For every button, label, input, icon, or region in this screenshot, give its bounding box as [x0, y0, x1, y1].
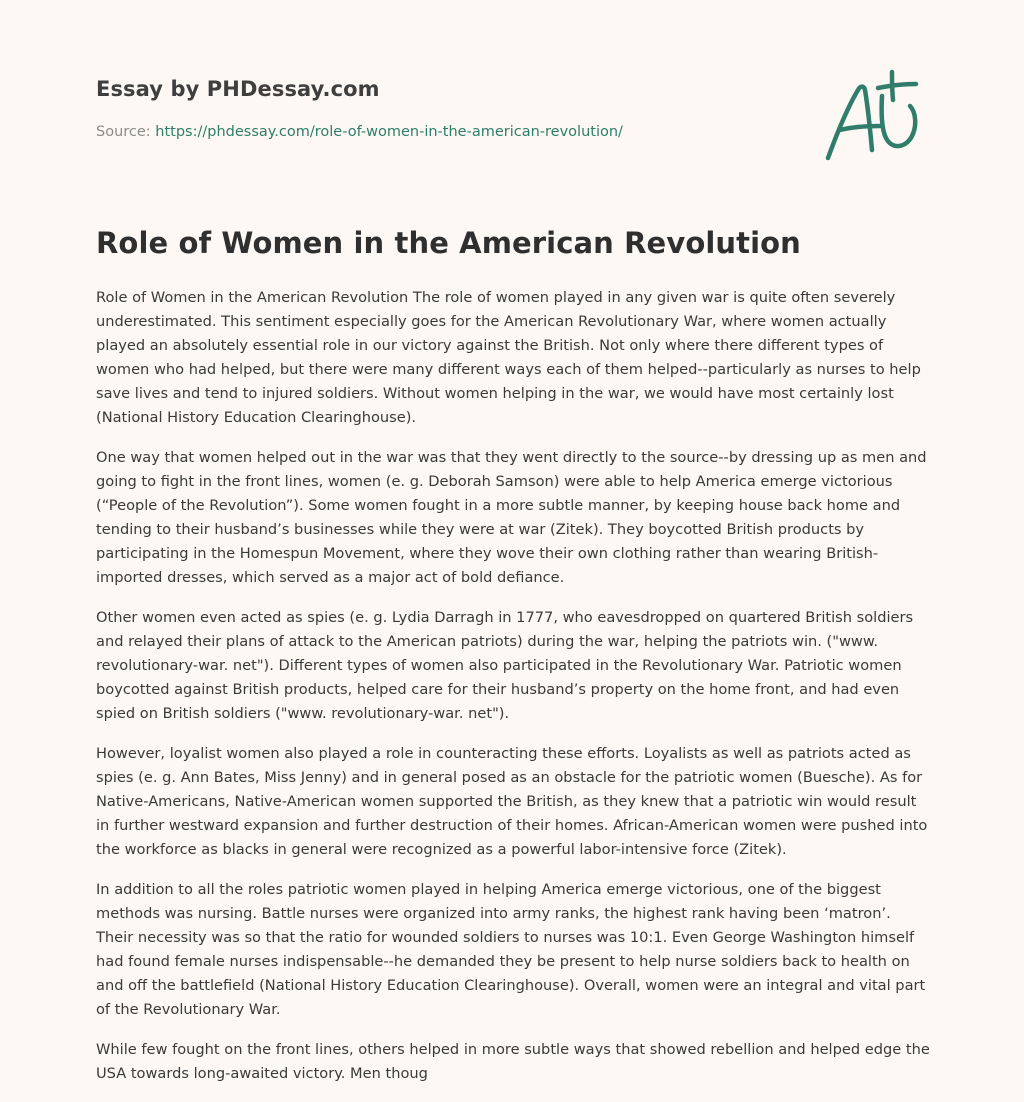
paragraph: However, loyalist women also played a role in counteracting these efforts. Loyalists as well as patriots acted as spies (e. g. Ann Bates, Miss Jenny) and in general posed as an obstacle for the patriotic women (Buesche). As for Native-Americans, Native-American women supported the British, as they knew that a patriotic win would result in further westward expansion and further destruction of their homes. African-American women were pushed into the workforce as blacks in general were recognized as a powerful labor-intensive force (Zitek). [96, 745, 928, 858]
paragraph: Role of Women in the American Revolution The role of women played in any given war is quite often severely underestimated. This sentiment especially goes for the American Revolutionary War, where women actually played an absolutely essential role in our victory against the British. Not only where there different types of women who had helped, but there were many different ways each of them helped--particularly as nurses to help save lives and tend to injured soldiers. Without women helping in the war, we would have most certainly lost (National History Education Clearinghouse). [96, 289, 921, 426]
header [96, 0, 932, 200]
paragraph: In addition to all the roles patriotic women played in helping America emerge victorious, one of the biggest methods was nursing. Battle nurses were organized into army ranks, the highest rank having been ‘matron’. Their necessity was so that the ratio for wounded soldiers to nurses was 10:1. Even George Washington himself had found female nurses indispensable--he demanded they be present to help nurse soldiers back to health on and off the battlefield (National History Education Clearinghouse). Overall, women were an integral and vital part of the Revolutionary War. [96, 881, 926, 1018]
site-title: Essay by PHDessay.com [96, 77, 380, 101]
paragraph: Other women even acted as spies (e. g. Lydia Darragh in 1777, who eavesdropped on quartered British soldiers and relayed their plans of attack to the American patriots) during the war, helping the patriots win. ("www. revolutionary-war. net"). Different types of women also participated in the Revolutionary War. Patriotic women boycotted against British products, helped care for their husband’s property on the home front, and had even spied on British soldiers ("www. revolutionary-war. net"). [96, 609, 914, 722]
essay-body [96, 286, 932, 1102]
paragraph: One way that women helped out in the war was that they went directly to the source--by dressing up as men and going to fight in the front lines, women (e. g. Deborah Samson) were able to help America emerge victorious (“People of the Revolution”). Some women fought in a more subtle manner, by keeping house back home and tending to their husband’s businesses while they were at war (Zitek). They boycotted British products by participating in the Homespun Movement, where they wove their own clothing rather than wearing British-imported dresses, which served as a major act of bold defiance. [96, 449, 927, 586]
document [96, 0, 932, 1082]
a-plus-logo [822, 66, 926, 166]
paragraph: While few fought on the front lines, others helped in more subtle ways that showed rebellion and helped edge the USA towards long-awaited victory. Men thoug [96, 1041, 930, 1082]
source-line [96, 124, 623, 140]
essay-title: Role of Women in the American Revolution [96, 226, 801, 260]
source-link[interactable]: https://phdessay.com/role-of-women-in-the-american-revolution/ [155, 124, 623, 140]
source-label: Source: [96, 124, 151, 140]
